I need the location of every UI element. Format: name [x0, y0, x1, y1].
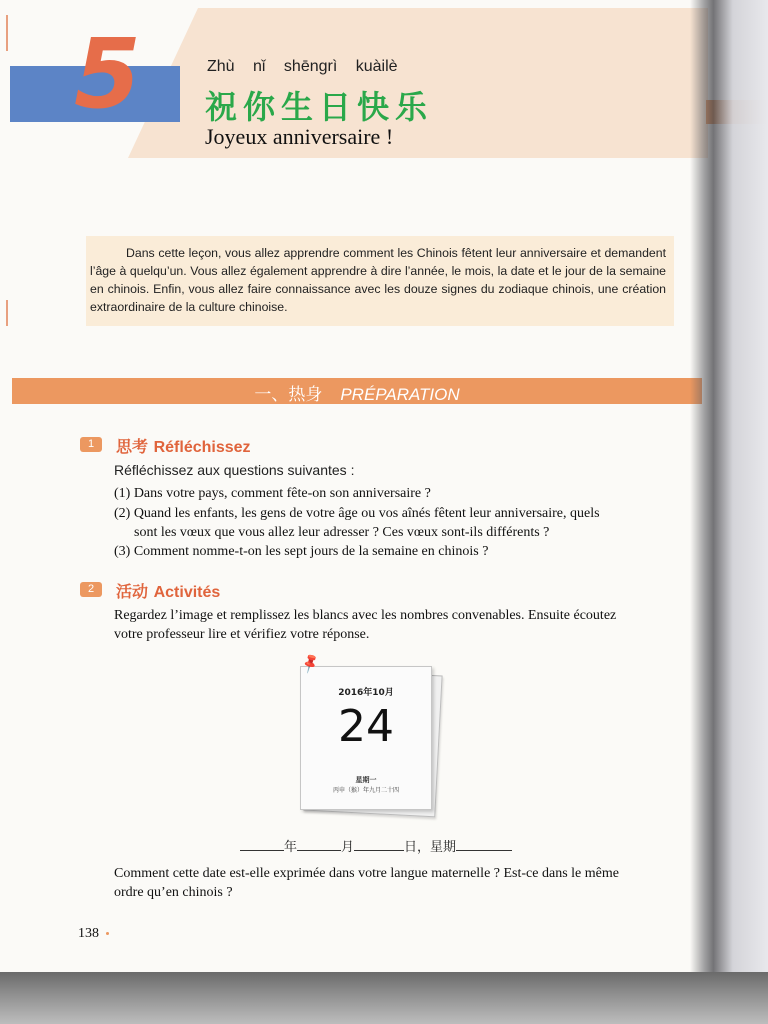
lesson-number: 5	[74, 18, 141, 130]
exercise1-question-2-cont: sont les vœux que vous allez leur adresser ? Ces vœux sont-ils différents ?	[134, 525, 550, 540]
intro-text: Dans cette leçon, vous allez apprendre comment les Chinois fêtent leur anniversaire et demandent l’âge à quelqu’un. Vous allez également apprendre à dire l’année, le mois, la date et le jour de la semaine en chinois. Enfin, vous allez faire connaissance avec les douze signes du zodiaque chinois, une création extraordinaire de la culture chinoise.	[90, 246, 666, 314]
exercise-number-badge: 1	[80, 437, 102, 452]
section-banner	[12, 378, 702, 404]
lesson-title-french: Joyeux anniversaire !	[205, 124, 394, 149]
margin-mark	[6, 300, 8, 326]
section-title-chinese: 一、热身	[254, 385, 323, 405]
exercise2-heading-chinese: 活动	[116, 582, 149, 601]
calendar-month: 2016年10月	[338, 688, 394, 698]
calendar-day: 24	[338, 701, 394, 752]
exercise2-instruction: Regardez l’image et remplissez les blancs avec les nombres convenables. Ensuite écoutez	[114, 608, 617, 623]
calendar-lunar-date: 丙申（猴）年九月二十四	[332, 787, 399, 794]
exercise2-heading-french: Activités	[153, 584, 221, 601]
section-title-french: PRÉPARATION	[340, 385, 460, 404]
section-title	[12, 380, 702, 405]
blank-month-label: 月	[341, 840, 355, 855]
exercise1-instruction: Réfléchissez aux questions suivantes :	[114, 462, 355, 478]
margin-mark	[6, 15, 8, 51]
blank-month[interactable]	[297, 838, 341, 851]
exercise1-heading-french: Réfléchissez	[153, 439, 251, 456]
exercise1-question-3: (3) Comment nomme-t-on les sept jours de la semaine en chinois ?	[114, 544, 489, 559]
lesson-pinyin: Zhù nǐ shēngrì kuàilè	[207, 58, 398, 75]
calendar-illustration	[300, 666, 432, 810]
exercise-number-badge: 2	[80, 582, 102, 597]
book-edge-strip	[0, 972, 768, 1024]
exercise1-question-2: (2) Quand les enfants, les gens de votre âge ou vos aînés fêtent leur anniversaire, quels	[114, 506, 600, 521]
exercise1-heading	[116, 434, 251, 457]
blank-day[interactable]	[354, 838, 404, 851]
blank-year-label: 年	[284, 840, 298, 855]
exercise2-question: Comment cette date est-elle exprimée dans votre langue maternelle ? Est-ce dans le même	[114, 866, 619, 881]
blank-weekday[interactable]	[456, 838, 512, 851]
pin-icon: 📌	[299, 652, 323, 676]
exercise2-heading	[116, 579, 220, 602]
page-number-dot	[106, 932, 109, 935]
exercise1-question-1: (1) Dans votre pays, comment fête-on son anniversaire ?	[114, 486, 431, 501]
exercise1-heading-chinese: 思考	[116, 437, 149, 456]
exercise2-question-cont: ordre qu’en chinois ?	[114, 885, 233, 900]
lesson-title-chinese: 祝你生日快乐	[205, 88, 434, 126]
page-number: 138	[78, 926, 99, 941]
blank-day-label: 日，星期	[404, 840, 457, 855]
date-blanks	[240, 836, 512, 855]
calendar-weekday: 星期一	[355, 776, 377, 784]
exercise2-instruction-cont: votre professeur lire et vérifiez votre réponse.	[114, 627, 370, 642]
blank-year[interactable]	[240, 838, 284, 851]
book-fold-shadow	[690, 0, 768, 1024]
